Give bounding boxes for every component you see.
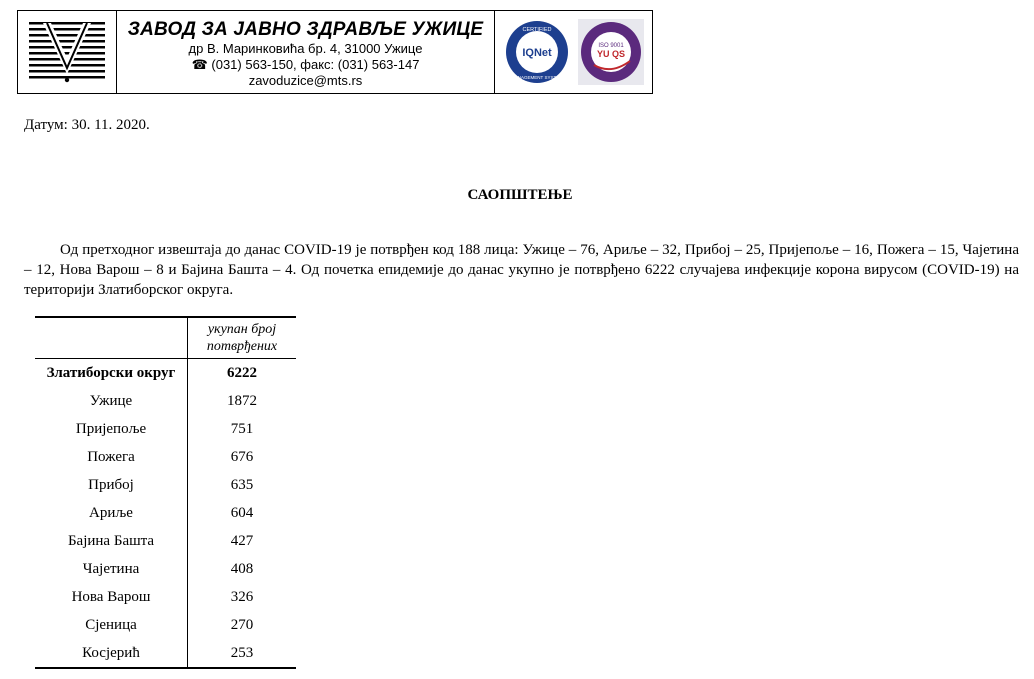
- district-name: Златиборски округ: [35, 359, 188, 388]
- institute-phone: (031) 563-150, факс: (031) 563-147: [211, 57, 420, 72]
- municipality-value: 604: [230, 504, 254, 521]
- institute-contact-line: [117, 57, 494, 73]
- announcement-paragraph: Од претходног извештаја до данас COVID-19 је потврђен код 188 лица: Ужице – 76, Ариље – 32, Прибој – 25, Пријепоље – 16, Пожега – 15, Чајетина – 12, Нова Варош – 8 и Бајина Башта – 4. Од почетка епидемије до данас укупно је потврђено 6222 случајева инфекције корона вирусом (COVID-19) на територији Златиборског округа.: [24, 242, 1019, 298]
- municipality-value: 1872: [227, 392, 257, 409]
- telephone-icon: ☎: [191, 57, 208, 72]
- table-header-row: [35, 317, 296, 359]
- district-total-value: 6222: [227, 364, 257, 381]
- table-row: [35, 611, 296, 639]
- table-row-total: [35, 359, 296, 388]
- municipality-value: 270: [230, 616, 254, 633]
- municipality-name: Бајина Башта: [35, 527, 188, 555]
- municipality-value: 751: [230, 420, 254, 437]
- table-row: [35, 639, 296, 668]
- table-row: [35, 443, 296, 471]
- institute-logo-icon: [29, 20, 105, 84]
- municipality-value: 253: [188, 639, 297, 668]
- letterhead: [17, 10, 653, 94]
- municipality-value: 676: [230, 448, 254, 465]
- table-header-empty-cell: [35, 317, 188, 359]
- municipality-name: Чајетина: [35, 555, 188, 583]
- municipality-name: Пријепоље: [35, 415, 188, 443]
- table-row: [35, 415, 296, 443]
- municipality-name: Нова Варош: [35, 583, 188, 611]
- table-row: [35, 527, 296, 555]
- table-header-total-confirmed: укупан број потврђених: [188, 317, 297, 359]
- table-row: [35, 555, 296, 583]
- municipality-name: Сјеница: [35, 611, 188, 639]
- ylqs-logo: [578, 19, 644, 85]
- municipality-value: 635: [230, 476, 254, 493]
- cases-table: [35, 316, 296, 669]
- institute-name: ЗАВОД ЗА ЈАВНО ЗДРАВЉЕ УЖИЦЕ: [127, 19, 484, 40]
- table-row: [35, 387, 296, 415]
- svg-text:CERTIFIED: CERTIFIED: [522, 27, 551, 33]
- document-title: САОПШТЕЊЕ: [467, 187, 573, 203]
- municipality-name: Пожега: [35, 443, 188, 471]
- svg-text:MANAGEMENT SYSTEM: MANAGEMENT SYSTEM: [510, 75, 563, 80]
- municipality-name: Прибој: [35, 471, 188, 499]
- municipality-value: 408: [230, 560, 254, 577]
- date-line: Датум: 30. 11. 2020.: [24, 117, 150, 133]
- certification-logos: [495, 11, 652, 93]
- institute-logo-cell: [18, 11, 117, 93]
- svg-text:ISO 9001: ISO 9001: [597, 43, 624, 49]
- municipality-name: Ужице: [35, 387, 188, 415]
- municipality-name: Ариље: [35, 499, 188, 527]
- table-row: [35, 471, 296, 499]
- municipality-value: 326: [230, 588, 254, 605]
- table-row: [35, 499, 296, 527]
- municipality-name: Косјерић: [35, 639, 188, 668]
- svg-text:YU QS: YU QS: [596, 49, 625, 59]
- institute-info: [117, 11, 495, 93]
- institute-address: др В. Маринковића бр. 4, 31000 Ужице: [188, 41, 423, 56]
- iqnet-logo: [504, 19, 570, 85]
- svg-text:IQNet: IQNet: [521, 47, 552, 59]
- municipality-value: 427: [230, 532, 254, 549]
- institute-email: zavoduzice@mts.rs: [248, 73, 363, 88]
- table-row: [35, 583, 296, 611]
